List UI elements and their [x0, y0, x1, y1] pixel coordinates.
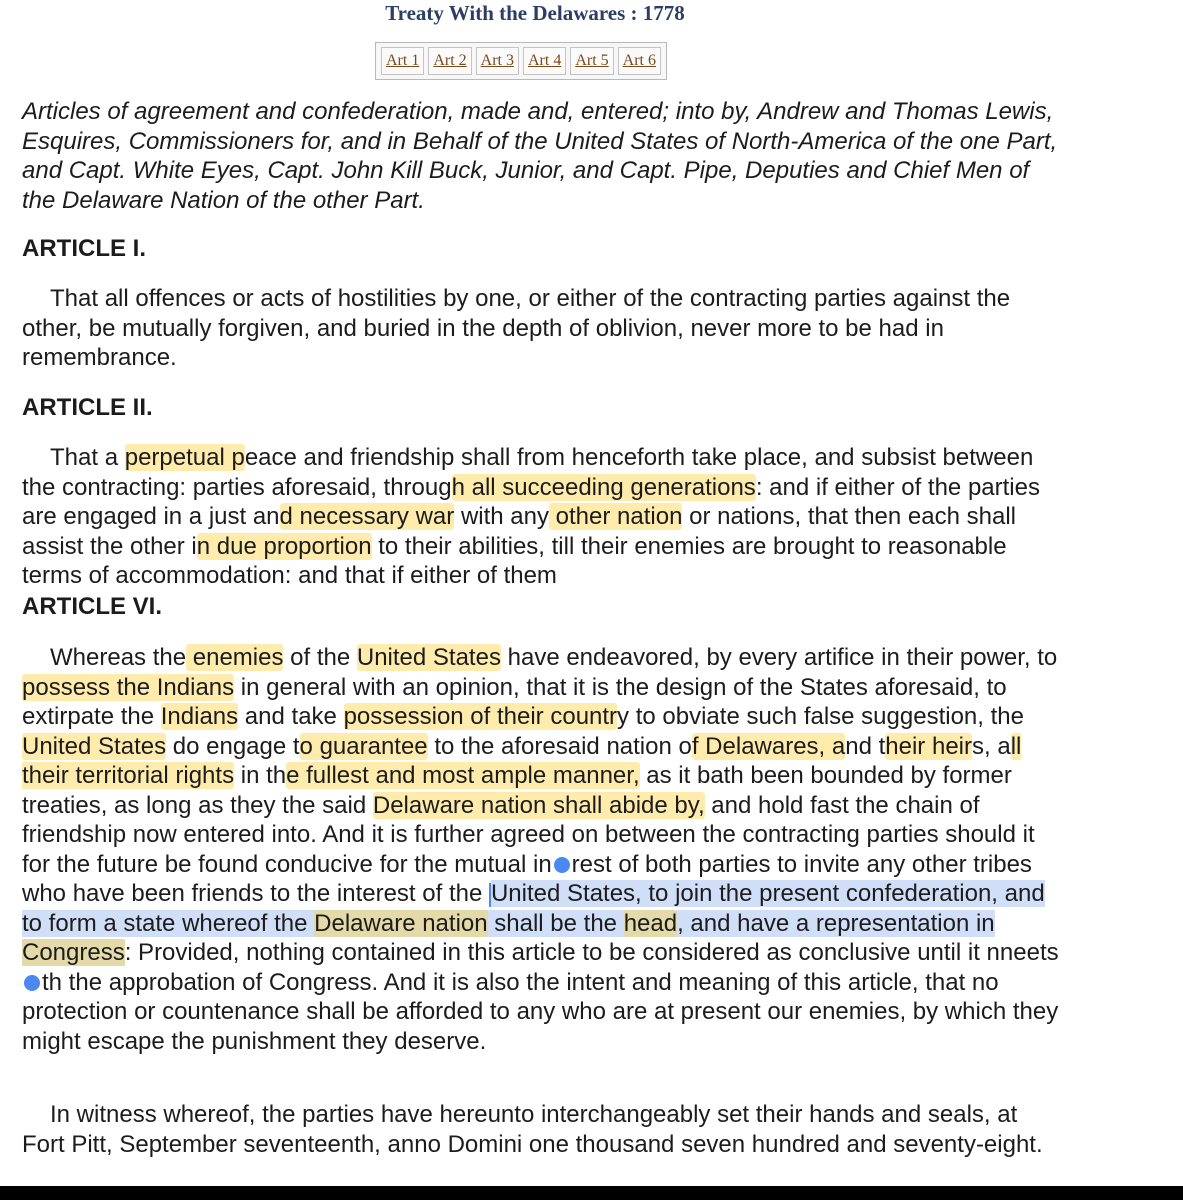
- text-run: or nations, that then each shall assist the other i: [22, 503, 1016, 560]
- text-run: to their abilities, till their enemies are brought to reasonable terms of accommodation: and that if either of them: [22, 532, 1007, 589]
- highlight: h all succeeding generations: [451, 473, 756, 501]
- page-title: Treaty With the Delawares : 1778: [385, 1, 685, 25]
- text-run: United States, to join the present confederation, and to form a state whereof the: [22, 880, 1045, 937]
- highlight: Delaware nation shall abide by,: [372, 791, 705, 819]
- text-run: : Provided, nothing contained in this article to be considered as conclusive until it nneets: [124, 939, 1059, 966]
- article-1-text: That all offences or acts of hostilities by one, or either of the contracting parties against the other, be mutually forgiven, and buried in the depth of oblivion, never more to be had in remembrance.: [22, 285, 1011, 371]
- bottom-edge-bar: [0, 1186, 1183, 1200]
- nav-link-art-2[interactable]: Art 2: [428, 47, 471, 75]
- text-run: , and have a representation in: [677, 909, 995, 937]
- highlight: possession of their countr: [343, 703, 618, 730]
- article-6-text: [22, 643, 1062, 1056]
- text-run: have endeavored, by every artifice in their power, to: [500, 644, 1058, 671]
- text-run: do engage t: [166, 732, 300, 760]
- text-run: : and if either of the parties are engaged in a just an: [22, 473, 1040, 530]
- article-6-heading: ARTICLE VI.: [22, 593, 163, 620]
- highlight: Indians: [160, 703, 239, 730]
- highlight: possess the Indians: [22, 673, 235, 701]
- highlight: other nation: [549, 503, 683, 530]
- text-run: of the: [283, 644, 357, 671]
- highlight: United States: [356, 644, 501, 671]
- highlight: enemies: [186, 644, 284, 671]
- selection-start-handle[interactable]: [554, 857, 570, 873]
- text-run: y to obviate such false suggestion, the: [617, 703, 1024, 730]
- highlight: o guarantee: [299, 732, 428, 760]
- text-run: nd t: [845, 732, 886, 760]
- text-run: as it bath been bounded by former treaties, as long as they the said: [22, 762, 1012, 819]
- text-run: shall be the: [487, 909, 624, 937]
- article-2-heading: ARTICLE II.: [22, 394, 153, 421]
- highlight: Delaware nation: [314, 909, 488, 937]
- highlight: n due proportion: [196, 532, 372, 560]
- text-run: and hold fast the chain of friendship now entered into. And it is further agreed on between the contracting parties should it for the future be found conducive for the mutual in: [22, 791, 1035, 878]
- text-run: That a: [50, 444, 125, 471]
- highlight: heir heir: [885, 732, 972, 760]
- article-nav: [375, 42, 667, 80]
- text-run: s, a: [972, 732, 1011, 760]
- text-run: th the approbation of Congress. And it is also the intent and meaning of this article, that no protection or countenance shall be afforded to any who are at present our enemies, by which they might escape the punishment they deserve.: [22, 968, 1059, 1055]
- nav-link-art-5[interactable]: Art 5: [570, 47, 613, 75]
- nav-link-art-6[interactable]: Art 6: [618, 47, 661, 75]
- intro-paragraph: Articles of agreement and confederation, made and, entered; into by, Andrew and Thomas Lewis, Esquires, Commissioners for, and in Behalf of the United States of North-America of the one Part, and Capt. White Eyes, Capt. John Kill Buck, Junior, and Capt. Pipe, Deputies and Chief Men of the Delaware Nation of the other Part.: [22, 98, 1058, 214]
- text-run: and take: [238, 703, 344, 730]
- highlight: f Delawares, a: [691, 732, 846, 760]
- text-run: in general with an opinion, that it is the design of the States aforesaid, to extirpate the: [22, 673, 1007, 730]
- nav-link-art-3[interactable]: Art 3: [476, 47, 519, 75]
- article-1-heading: ARTICLE I.: [22, 235, 146, 262]
- selection-end-handle[interactable]: [24, 975, 40, 991]
- text-run: in th: [234, 762, 287, 789]
- nav-link-art-4[interactable]: Art 4: [523, 47, 566, 75]
- highlight: perpetual p: [124, 444, 245, 471]
- text-run: with any: [454, 503, 549, 530]
- highlight: e fullest and most ample manner,: [286, 762, 640, 789]
- nav-link-art-1[interactable]: Art 1: [381, 47, 424, 75]
- highlight: Congress: [22, 939, 125, 966]
- highlight: ll their territorial rights: [22, 732, 1022, 789]
- highlight: United States: [22, 732, 167, 760]
- witness-paragraph: In witness whereof, the parties have hereunto interchangeably set their hands and seals, at Fort Pitt, September seventeenth, anno Domini one thousand seven hundred and seventy-eight.: [22, 1101, 1043, 1158]
- highlight: head: [623, 909, 678, 937]
- text-run: eace and friendship shall from henceforth take place, and subsist between the contracting: parties aforesaid, throug: [22, 444, 1034, 501]
- text-run: to the aforesaid nation o: [427, 732, 692, 760]
- text-run: rest of both parties to invite any other tribes who have been friends to the interest of the: [22, 850, 1032, 907]
- article-2-text: [22, 443, 1062, 591]
- highlight: d necessary war: [279, 503, 455, 530]
- text-run: Whereas the: [50, 644, 187, 671]
